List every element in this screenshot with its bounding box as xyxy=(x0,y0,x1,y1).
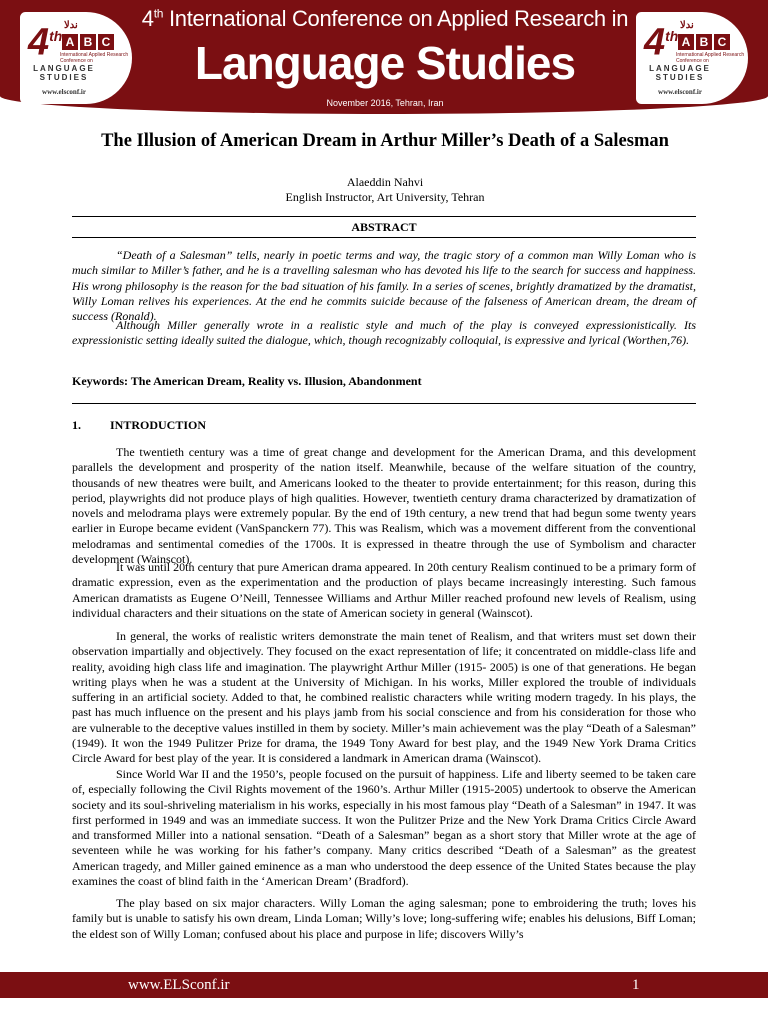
abstract-heading: ABSTRACT xyxy=(351,220,417,234)
section-heading: 1. INTRODUCTION xyxy=(72,418,207,432)
logo-url: www.elsconf.ir xyxy=(658,88,702,96)
abstract-paragraph: “Death of a Salesman” tells, nearly in poetic terms and way, the tragic story of a common man Willy Loman who is much similar to Miller’s father, and he is a travelling salesman who has devoted his life to the search for success and happiness. His wrong philosophy is the reason for the bad situation of his family. In a series of scenes, brightly dramatized by the dramatist, Willy Loman relives his experiences. At the end he commits suicide because of the falseness of American dream, the dream of success (Ronald). xyxy=(72,248,696,324)
divider xyxy=(72,403,696,404)
divider xyxy=(72,216,696,217)
keywords: Keywords: The American Dream, Reality vs. Illusion, Abandonment xyxy=(72,374,422,388)
paper-affiliation: English Instructor, Art University, Tehran xyxy=(285,190,485,204)
body-paragraph: In general, the works of realistic writers demonstrate the main tenet of Realism, and that writers must set down their observation impartially and objectively. They focused on the exact representation of life; it concentrated on middle-class life and reality, avoiding high class life and imagination. The playwright Arthur Miller (1915- 2005) is one of that generations. He began writing plays when he was a student at the University of Michigan. In his works, Miller explored the trouble of individuals suffering in an artificial society. Added to that, he combined realistic characters while writing modern tragedy. In his plays, the past has much influence on the present and his plays jamb from his social conscience and from his consideration for those who are vulnerable to the deceptive values instilled in them by society. Miller’s main achievement was the play “Death of a Salesman” (1949). It won the 1949 Pulitzer Prize for drama, the 1949 Tony Award for best play, and the 1949 New York Drama Critics Circle Award for best play of the year. It is considered a landmark in American drama (Wainscot). xyxy=(72,629,696,766)
footer-website-link[interactable]: www.ELSconf.ir xyxy=(128,977,230,993)
banner-conference-line: 4th International Conference on Applied Research in xyxy=(141,6,629,31)
conference-logo-right xyxy=(636,12,748,104)
divider xyxy=(72,237,696,238)
body-paragraph: The play based on six major characters. Willy Loman the aging salesman; pone to embroidering the truth; loves his family but is unable to satisfy his own dream, Linda Loman; Willy’s love; long-suffering wife; enables his delusions, Biff Loman; the eldest son of Willy Loman; confused about his place and purpose in life; discovers Willy’s xyxy=(72,896,696,941)
page-number: 1 xyxy=(632,977,640,993)
body-paragraph: It was until 20th century that pure American drama appeared. In 20th century Realism continued to be a primary form of dramatic expression, even as the experimentation and the production of plays became increasingly interesting. Such famous American dramatists as Eugene O’Neill, Tennessee Williams and Arthur Miller reached profound new levels of Realism, using individual characters and their situations on the state of American society in general (Wainscot). xyxy=(72,560,696,620)
logo-tagline: International Applied Research Conference on xyxy=(60,52,129,64)
conference-banner xyxy=(0,0,768,114)
banner-title: Language Studies xyxy=(194,37,576,89)
logo-letters: A B C xyxy=(678,34,730,50)
paper-title: The Illusion of American Dream in Arthur Miller’s Death of a Salesman xyxy=(101,131,669,151)
body-paragraph: Since World War II and the 1950’s, people focused on the pursuit of happiness. Life and liberty seemed to be taken care of, especially following the Civil Rights movement of the 1960’s. Arthur Miller (1915-2005) undertook to observe the American society and its soul-shriveling materialism in his works, especially in his most famous play “Death of a Salesman” in 1947. It was first performed in 1949 and was an immediate success. It won the Pulitzer Prize and the New York Drama Critics Circle Award and transformed Miller into a national sensation. “Death of a Salesman” began as a short story that Miller wrote at the age of seventeen while he was working for his father’s company. Many critics described “Death of a Salesman” as the greatest American tragedy, and Miller gained eminence as a man who understood the deep essence of the United States because the play examines the coast of blind faith in the ‘American Dream’ (Bradford). xyxy=(72,767,696,889)
logo-letters: A B C xyxy=(62,34,114,50)
logo-subtitle: LANGUAGE STUDIES xyxy=(649,64,711,82)
logo-persian-text: ندلا xyxy=(64,20,78,31)
logo-persian-text: ندلا xyxy=(680,20,694,31)
logo-subtitle: LANGUAGE STUDIES xyxy=(33,64,95,82)
conference-logo-left xyxy=(20,12,132,104)
body-paragraph: The twentieth century was a time of great change and development for the American Drama, and this development parallels the development and prosperity of the nation itself. Meanwhile, because of the welfare situation of the country, thousands of new theatres were built, and Americans looked to the theater to provide entertainment; for this reason, during this period, playwrights did not produce plays of high qualities. However, twentieth century drama characterized by dramatization of novels and melodrama plays were extremely popular. By the end of 19th century, a new trend that had begun some twenty years earlier in Europe became evident (VanSpanckern 77). This was Realism, which was a movement different from the conventional melodramas and sentimental comedies of the 1700s. It is expressed in theatre through the use of Symbolism and character development (Wainscot). xyxy=(72,445,696,567)
abstract-paragraph: Although Miller generally wrote in a realistic style and much of the play is conveyed expressionistically. Its expressionistic setting ideally suited the dialogue, which, though recognizably colloquial, is expressive and lyrical (Worthen,76). xyxy=(72,318,696,348)
logo-tagline: International Applied Research Conference on xyxy=(676,52,745,64)
page-footer xyxy=(0,972,768,998)
banner-date: November 2016, Tehran, Iran xyxy=(326,98,444,108)
logo-number: 4th xyxy=(644,21,679,64)
logo-url: www.elsconf.ir xyxy=(42,88,86,96)
logo-number: 4th xyxy=(28,21,63,64)
paper-author: Alaeddin Nahvi xyxy=(346,175,424,189)
